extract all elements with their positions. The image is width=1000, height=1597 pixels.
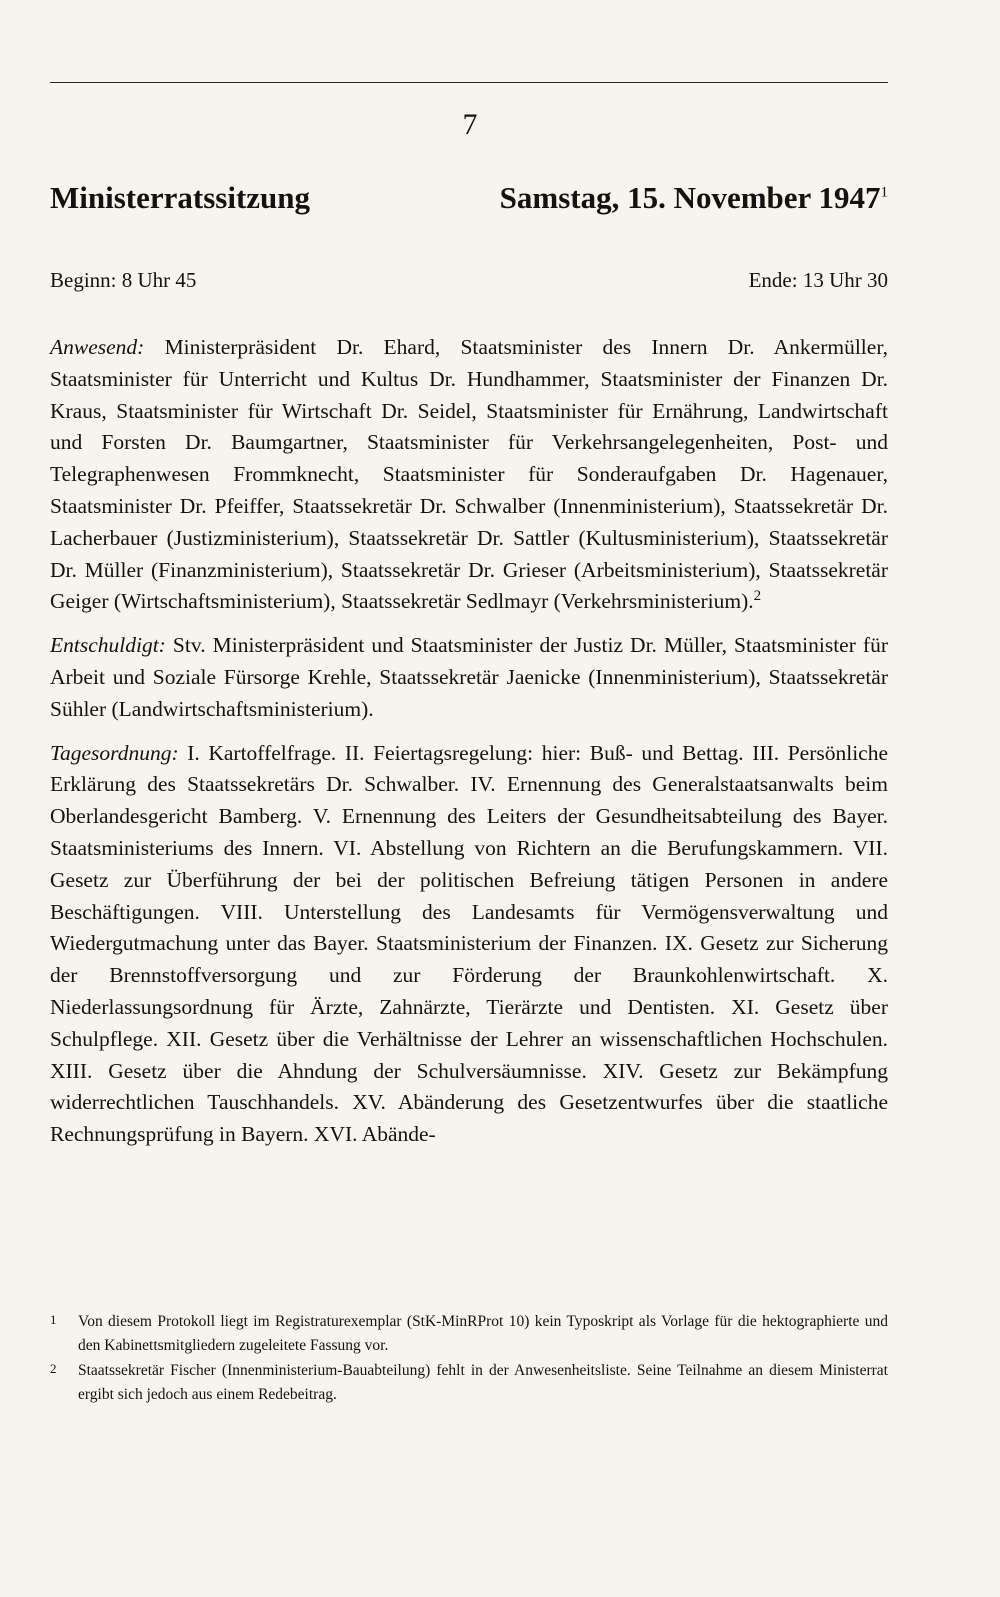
- footnote-text: Staatssekretär Fischer (Innenministerium-Bauabteilung) fehlt in der Anwesenheitsliste. Seine Teilnahme an diesem Ministerrat ergibt sich jedoch aus einem Redebeitrag.: [78, 1362, 888, 1403]
- agenda-text: I. Kartoffelfrage. II. Feiertagsregelung: hier: Buß- und Bettag. III. Persönliche Erklärung des Staatssekretärs Dr. Schwalber. IV. Ernennung des Generalstaatsanwalts beim Oberlandesgericht Bamberg. V. Ernennung des Leiters der Gesundheitsabteilung des Bayer. Staatsministeriums des Innern. VI. Abstellung von Richtern an die Berufungskammern. VII. Gesetz zur Überführung der bei der politischen Befreiung tätigen Personen in andere Beschäftigungen. VIII. Unterstellung des Landesamts für Vermögensverwaltung und Wiedergutmachung unter das Bayer. Staatsministerium der Finanzen. IX. Gesetz zur Sicherung der Brennstoffversorgung und zur Förderung der Braunkohlenwirtschaft. X. Niederlassungsordnung für Ärzte, Zahnärzte, Tierärzte und Dentisten. XI. Gesetz über Schulpflege. XII. Gesetz über die Verhältnisse der Lehrer an wissenschaftlichen Hochschulen. XIII. Gesetz über die Ahndung der Schulversäumnisse. XIV. Gesetz zur Bekämpfung widerrechtlichen Tauschhandels. XV. Abänderung des Gesetzentwurfes über die staatliche Rechnungsprüfung in Bayern. XVI. Abände-: [50, 740, 889, 1147]
- footnote: [50, 1310, 888, 1357]
- header-rule: [50, 82, 888, 83]
- attendees-paragraph: [50, 332, 888, 618]
- attendees-text: Ministerpräsident Dr. Ehard, Staatsminister des Innern Dr. Ankermüller, Staatsminister für Unterricht und Kultus Dr. Hundhammer, Staatsminister der Finanzen Dr. Kraus, Staatsminister für Wirtschaft Dr. Seidel, Staatsminister für Ernährung, Landwirtschaft und Forsten Dr. Baumgartner, Staatsminister für Verkehrsangelegenheiten, Post- und Telegraphenwesen Frommknecht, Staatsminister für Sonderaufgaben Dr. Hagenauer, Staatsminister Dr. Pfeiffer, Staatssekretär Dr. Schwalber (Innenministerium), Staatssekretär Dr. Lacherbauer (Justizministerium), Staatssekretär Dr. Sattler (Kultusministerium), Staatssekretär Dr. Müller (Finanzministerium), Staatssekretär Dr. Grieser (Arbeitsministerium), Staatssekretär Geiger (Wirtschaftsministerium), Staatssekretär Sedlmayr (Verkehrsministerium).: [50, 335, 888, 614]
- attendees-label: Anwesend:: [50, 335, 145, 359]
- footnote-number: 1: [50, 1312, 57, 1327]
- agenda-label: Tagesordnung:: [50, 740, 179, 765]
- begin-time: Beginn: 8 Uhr 45: [50, 268, 197, 292]
- footnote-number: 2: [50, 1361, 57, 1376]
- footnote-ref-1: 1: [880, 184, 888, 201]
- session-title: Ministerratssitzung: [50, 180, 311, 215]
- page-number: 7: [462, 108, 478, 141]
- excused-text: Stv. Ministerpräsident und Staatsminister der Justiz Dr. Müller, Staatsminister für Arbeit und Soziale Fürsorge Krehle, Staatssekretär Jaenicke (Innenministerium), Staatssekretär Sühler (Landwirtschaftsministerium).: [50, 633, 888, 721]
- footnote-ref-2: 2: [753, 588, 762, 605]
- session-title-row: [50, 180, 888, 224]
- excused-label: Entschuldigt:: [50, 633, 166, 658]
- footnote-text: Von diesem Protokoll liegt im Registraturexemplar (StK-MinRProt 10) kein Typoskript als Vorlage für die hektographierte und den Kabinettsmitgliedern zugeleitete Fassung vor.: [78, 1313, 888, 1354]
- session-date-text: Samstag, 15. November 1947: [499, 180, 881, 215]
- end-time: Ende: 13 Uhr 30: [748, 268, 888, 292]
- footnote: [50, 1359, 888, 1406]
- agenda-paragraph: [50, 738, 888, 1151]
- excused-paragraph: [50, 630, 888, 725]
- session-date: [500, 180, 888, 216]
- footnotes: [50, 1310, 888, 1408]
- document-body: [50, 332, 888, 1163]
